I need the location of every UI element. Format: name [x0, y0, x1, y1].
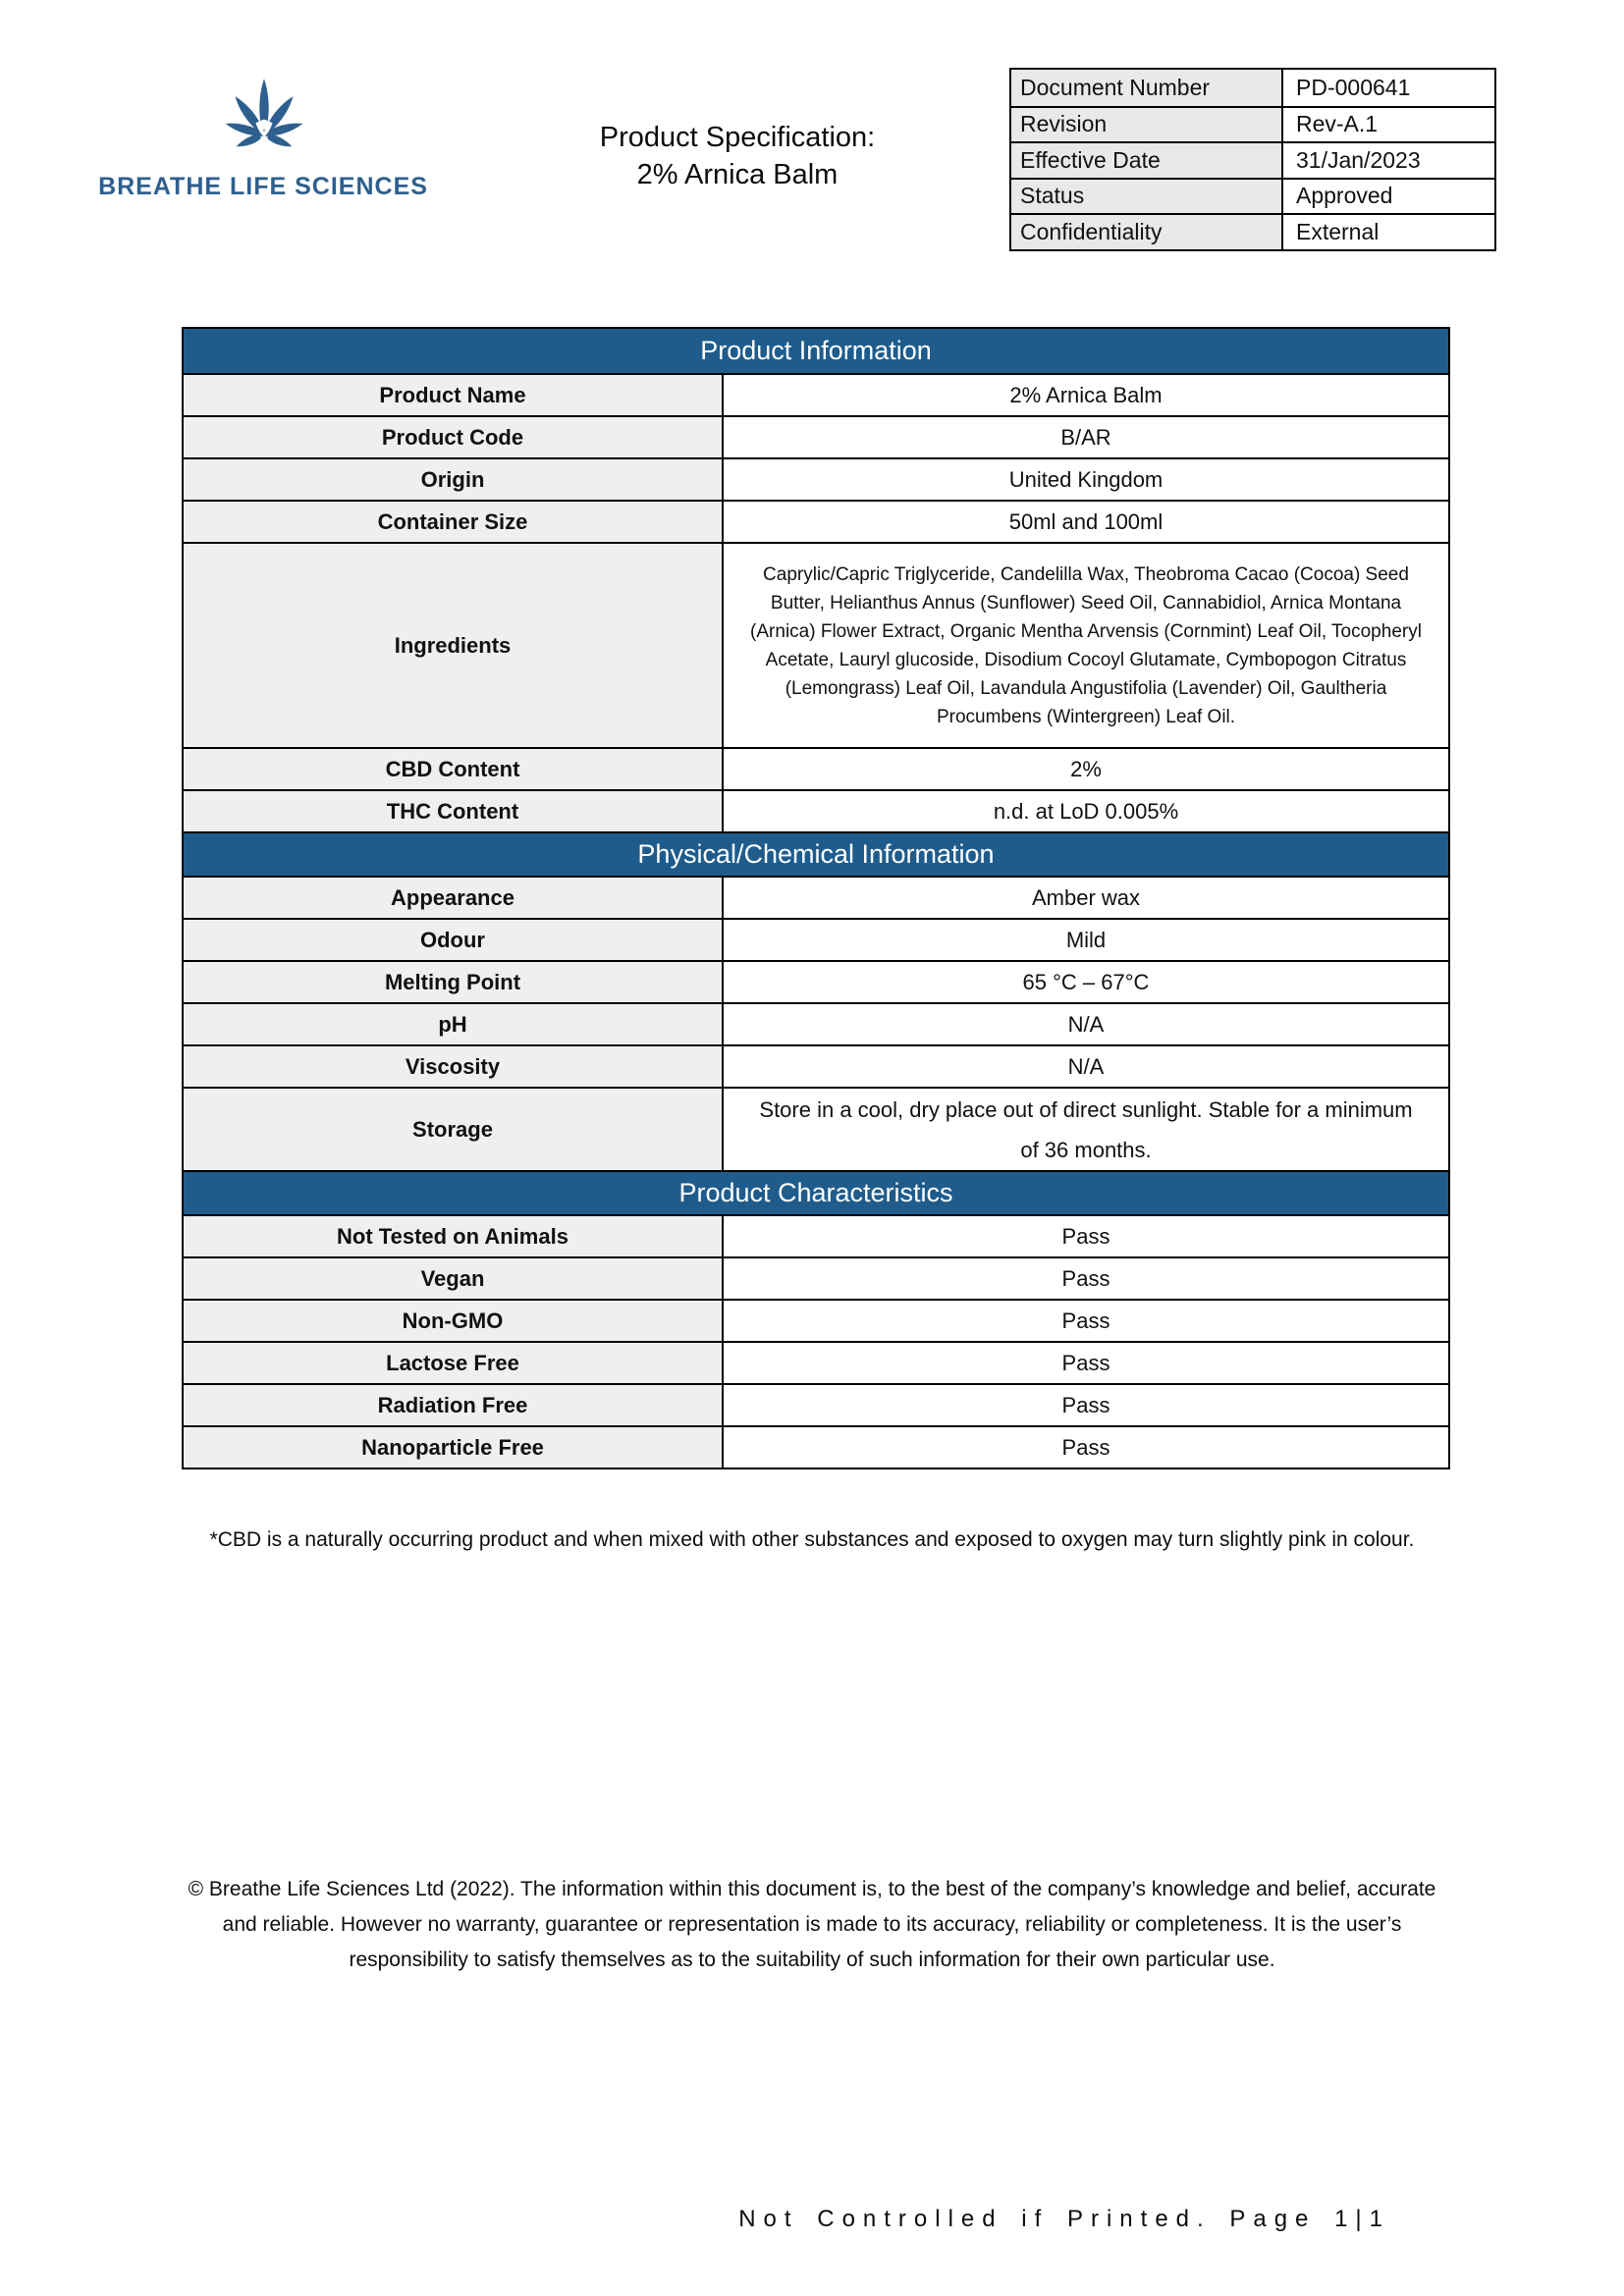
docinfo-label: Document Number [1011, 70, 1283, 106]
docinfo-label: Effective Date [1011, 143, 1283, 178]
row-value: 2% [1070, 756, 1102, 781]
row-value: N/A [1067, 1053, 1105, 1079]
section-header-product-information: Product Information [184, 329, 1448, 373]
row-label: Appearance [184, 878, 724, 918]
row-label: Not Tested on Animals [184, 1216, 724, 1256]
row-value: N/A [1067, 1011, 1105, 1037]
docinfo-value: Approved [1296, 183, 1393, 209]
docinfo-label: Status [1011, 180, 1283, 214]
docinfo-value: External [1296, 218, 1380, 244]
specification-table [182, 327, 1450, 1469]
row-label: Ingredients [184, 544, 724, 747]
row-value: Mild [1065, 927, 1107, 952]
table-row [184, 1299, 1448, 1341]
table-row [184, 1044, 1448, 1087]
page-footer: Not Controlled if Printed. Page 1|1 [738, 2206, 1390, 2232]
table-row [184, 1425, 1448, 1468]
table-row [184, 789, 1448, 831]
row-value: 50ml and 100ml [1008, 508, 1164, 534]
row-value: Pass [1061, 1392, 1110, 1417]
table-row [184, 1256, 1448, 1299]
row-value: n.d. at LoD 0.005% [993, 798, 1179, 824]
section-header-physical-chemical: Physical/Chemical Information [184, 831, 1448, 876]
row-label: Non-GMO [184, 1301, 724, 1341]
table-row [184, 457, 1448, 500]
cbd-footnote: *CBD is a naturally occurring product and when mixed with other substances and exposed to oxygen may turn slightly pink in colour. [209, 1528, 1415, 1551]
row-value: Pass [1061, 1350, 1110, 1375]
page-title-line2: 2% Arnica Balm [636, 159, 839, 190]
row-label: Radiation Free [184, 1385, 724, 1425]
row-value: Amber wax [1031, 884, 1141, 910]
table-row-storage [184, 1087, 1448, 1170]
table-row [184, 373, 1448, 415]
cannabis-leaf-person-icon [208, 61, 320, 173]
row-value: 2% Arnica Balm [1009, 382, 1163, 407]
row-value: Pass [1061, 1434, 1110, 1460]
row-label: CBD Content [184, 749, 724, 789]
table-row [1011, 106, 1494, 142]
table-row-ingredients [184, 542, 1448, 747]
row-label: Viscosity [184, 1046, 724, 1087]
table-row [184, 876, 1448, 918]
table-row [184, 500, 1448, 542]
table-row [184, 960, 1448, 1002]
table-row [1011, 70, 1494, 106]
docinfo-value: 31/Jan/2023 [1296, 146, 1421, 173]
row-label: pH [184, 1004, 724, 1044]
row-value: Pass [1061, 1308, 1110, 1333]
brand-name: BREATHE LIFE SCIENCES [98, 173, 428, 200]
table-row [184, 1383, 1448, 1425]
section-header-product-characteristics: Product Characteristics [184, 1170, 1448, 1214]
table-row [184, 918, 1448, 960]
docinfo-value: PD-000641 [1296, 74, 1411, 100]
page-title-line1: Product Specification: [599, 122, 876, 153]
docinfo-label: Confidentiality [1011, 215, 1283, 249]
table-row [1011, 178, 1494, 214]
row-label: Vegan [184, 1258, 724, 1299]
row-label: Melting Point [184, 962, 724, 1002]
docinfo-value: Rev-A.1 [1296, 111, 1379, 137]
table-row [184, 1214, 1448, 1256]
table-row [184, 747, 1448, 789]
row-label: Odour [184, 920, 724, 960]
row-label: Product Code [184, 417, 724, 457]
document-info-table [1009, 68, 1496, 251]
page-title [443, 119, 1032, 193]
row-label: Nanoparticle Free [184, 1427, 724, 1468]
docinfo-label: Revision [1011, 108, 1283, 142]
table-row [1011, 213, 1494, 249]
row-value: Pass [1061, 1223, 1110, 1249]
row-value: 65 °C – 67°C [1022, 969, 1150, 994]
row-value: United Kingdom [1008, 466, 1164, 492]
row-label: Container Size [184, 502, 724, 542]
row-value: Pass [1061, 1265, 1110, 1291]
table-row [184, 1341, 1448, 1383]
row-value: Store in a cool, dry place out of direct sunlight. Stable for a minimum of 36 months. [759, 1096, 1413, 1162]
row-value: Caprylic/Capric Triglyceride, Candelilla Wax, Theobroma Cacao (Cocoa) Seed Butter, Helianthus Annus (Sunflower) Seed Oil, Cannabidiol, Arnica Montana (Arnica) Flower Extract, Organic Mentha Arvensis (Cornmint) Leaf Oil, Tocopheryl Acetate, Lauryl glucoside, Disodium Cocoyl Glutamate, Cymbopogon Citratus (Lemongrass) Leaf Oil, Lavandula Angustifolia (Lavender) Oil, Gaultheria Procumbens (Wintergreen) Leaf Oil. [750, 563, 1422, 727]
row-label: Storage [184, 1089, 724, 1170]
row-label: Lactose Free [184, 1343, 724, 1383]
row-value: B/AR [1060, 424, 1111, 450]
row-label: THC Content [184, 791, 724, 831]
row-label: Origin [184, 459, 724, 500]
row-label: Product Name [184, 375, 724, 415]
table-row [184, 415, 1448, 457]
copyright-disclaimer: © Breathe Life Sciences Ltd (2022). The information within this document is, to the best of the company’s knowledge and belief, accurate and reliable. However no warranty, guarantee or representation is made to its accuracy, reliability or completeness. It is the user’s responsibility to satisfy themselves as to the suitability of such information for their own particular use. [188, 1878, 1436, 1971]
table-row [1011, 141, 1494, 178]
table-row [184, 1002, 1448, 1044]
